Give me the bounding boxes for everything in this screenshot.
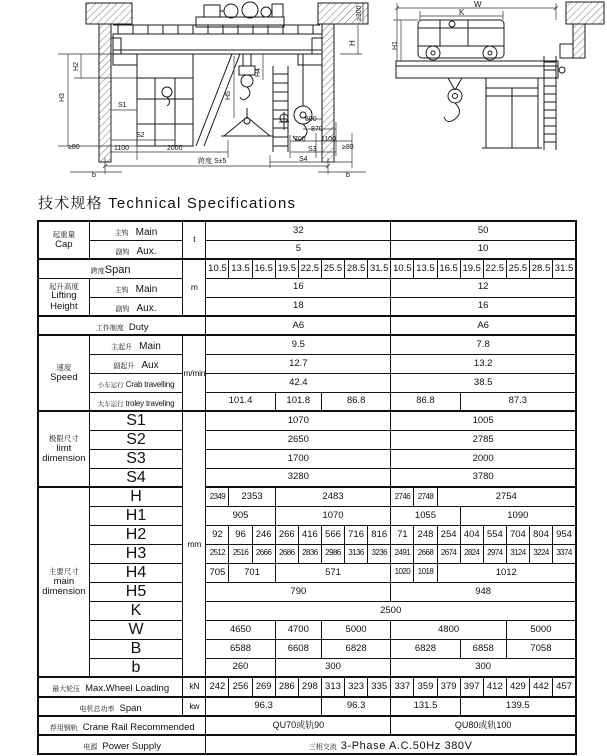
dimension-label: S4 [299,156,308,163]
spec-value-cell: 704 [506,525,529,544]
spec-value-cell: 16.5 [252,259,275,278]
spec-label-cell: m/min [183,335,206,411]
spec-label-cell: B [89,639,182,658]
spec-row-20 [38,582,576,601]
spec-label-cell: 最大轮压 Max.Wheel Loading [38,677,183,696]
spec-value-cell: 25.5 [506,259,529,278]
spec-value-cell: 248 [414,525,437,544]
dimension-label: ≥80 [68,144,80,151]
spec-label-cell: S4 [89,468,182,487]
dimension-label: S3 [308,146,317,153]
spec-value-cell: 816 [368,525,391,544]
spec-value-cell: A6 [206,316,391,335]
spec-label-cell: K [89,601,182,620]
spec-value-cell: 2650 [206,430,391,449]
spec-label-cell: S2 [89,430,182,449]
spec-value-cell: 1700 [206,449,391,468]
spec-value-cell: 16 [206,278,391,297]
spec-label-cell: 电源 Power Supply [38,735,206,754]
spec-value-cell: 2674 [437,544,460,563]
spec-value-cell: 300 [391,658,576,677]
dimension-label: ≥300 [356,5,363,21]
spec-label-cell: kw [183,697,206,716]
dimension-label: 1100 [114,145,130,152]
spec-value-cell: 1090 [460,506,576,525]
main-hook [239,54,255,100]
spec-value-cell: 2785 [391,430,576,449]
spec-row-26 [38,697,576,716]
dimension-label: S2 [136,132,145,139]
spec-value-cell: 4700 [275,620,321,639]
spec-value-cell: 2668 [414,544,437,563]
spec-label-cell: 速度 Speed [38,335,89,411]
spec-value-cell: 2000 [391,449,576,468]
spec-value-cell: 96.3 [321,697,390,716]
spec-value-cell: 101.8 [275,392,321,411]
spec-value-cell: 139.5 [460,697,576,716]
spec-value-cell: 50 [391,221,576,240]
spec-value-cell: 92 [206,525,229,544]
spec-value-cell: 571 [275,563,391,582]
spec-value-cell: 1005 [391,411,576,430]
spec-value-cell: 286 [275,677,298,696]
spec-value-cell: 2986 [321,544,344,563]
spec-label-cell: H2 [89,525,182,544]
spec-value-cell: 716 [345,525,368,544]
spec-row-11 [38,411,576,430]
spec-value-cell: 457 [553,677,576,696]
spec-label-cell: 跨度Span [38,259,183,278]
spec-value-cell: 2836 [298,544,321,563]
spec-row-16 [38,506,576,525]
spec-label-cell: H [89,487,182,506]
spec-label-cell: 极限尺寸 limt dimension [38,411,89,487]
page-title: 技术规格 Technical Specifications [38,195,297,212]
spec-value-cell: 86.8 [321,392,390,411]
spec-value-cell: 300 [275,658,391,677]
spec-value-cell: 5000 [506,620,576,639]
spec-value-cell: 323 [345,677,368,696]
spec-row-9 [38,373,576,392]
dimension-label: H [348,40,357,46]
spec-value-cell: 9.5 [206,335,391,354]
spec-value-cell: 3280 [206,468,391,487]
spec-label-cell: 三相交流 3-Phase A.C.50Hz 380V [206,735,576,754]
spec-value-cell: 4650 [206,620,275,639]
spec-row-2 [38,240,576,259]
ladder-side [544,56,556,150]
spec-label-cell: 大车运行 troley traveling [89,392,182,411]
spec-label-cell: 小车运行 Crab travelling [89,373,182,392]
spec-value-cell: 246 [252,525,275,544]
spec-value-cell: A6 [391,316,576,335]
technical-drawing [0,0,607,192]
spec-value-cell: 87.3 [460,392,576,411]
spec-label-cell: mm [183,411,206,677]
spec-value-cell: 32 [206,221,391,240]
spec-value-cell: 1070 [206,411,391,430]
spec-row-24 [38,658,576,677]
spec-row-12 [38,430,576,449]
spec-value-cell: 266 [275,525,298,544]
spec-value-cell: 7.8 [391,335,576,354]
spec-value-cell: 2686 [275,544,298,563]
spec-value-cell: 298 [298,677,321,696]
spec-label-cell: 副钩 Aux. [89,297,182,316]
spec-row-8 [38,354,576,373]
spec-value-cell: 337 [391,677,414,696]
spec-value-cell: 71 [391,525,414,544]
dimension-label: 跨度 S±5 [198,158,227,165]
spec-label-cell: 起升高度 Lifting Height [38,278,89,316]
spec-row-27 [38,716,576,735]
spec-value-cell: 705 [206,563,229,582]
dimension-label: H3 [59,93,66,102]
spec-value-cell: 13.5 [414,259,437,278]
spec-value-cell: 6828 [321,639,390,658]
spec-value-cell: 131.5 [391,697,460,716]
spec-value-cell: 25.5 [321,259,344,278]
dimension-label: H5 [225,91,232,100]
spec-value-cell: 269 [252,677,275,696]
spec-value-cell: 16 [391,297,576,316]
spec-value-cell: 3780 [391,468,576,487]
spec-value-cell: 412 [483,677,506,696]
spec-value-cell: 19.5 [460,259,483,278]
spec-value-cell: 260 [206,658,275,677]
spec-value-cell: 948 [391,582,576,601]
spec-value-cell: 7058 [506,639,576,658]
spec-value-cell: 566 [321,525,344,544]
spec-value-cell: 96.3 [206,697,322,716]
spec-value-cell: 905 [206,506,275,525]
spec-value-cell: 38.5 [391,373,576,392]
spec-value-cell: 2754 [437,487,576,506]
spec-value-cell: 379 [437,677,460,696]
spec-label-cell: 副起升 Aux [89,354,182,373]
hook-side [444,78,462,122]
spec-row-14 [38,468,576,487]
spec-row-6 [38,316,576,335]
spec-label-cell: 副钩 Aux. [89,240,182,259]
spec-label-cell: 起重量 Cap [38,221,89,259]
spec-value-cell: 2512 [206,544,229,563]
trolley-front [196,2,284,27]
spec-value-cell: 31.5 [368,259,391,278]
spec-value-cell: 4800 [391,620,507,639]
spec-row-23 [38,639,576,658]
spec-value-cell: 1055 [391,506,460,525]
spec-value-cell: 12.7 [206,354,391,373]
dimension-label: H2 [73,62,80,71]
spec-value-cell: 256 [229,677,252,696]
dimension-label: 600 [305,116,317,123]
spec-row-17 [38,525,576,544]
spec-label-cell: S3 [89,449,182,468]
spec-row-4 [38,278,576,297]
spec-label-cell: H4 [89,563,182,582]
trolley-side [418,20,504,60]
lifting-beam [221,108,289,136]
spec-value-cell: 2349 [206,487,229,506]
spec-value-cell: 13.2 [391,354,576,373]
spec-value-cell: 701 [229,563,275,582]
spec-row-25 [38,677,576,696]
dimension-label: 700 [294,136,306,143]
spec-value-cell: 28.5 [345,259,368,278]
spec-value-cell: 101.4 [206,392,275,411]
spec-value-cell: 6828 [391,639,460,658]
dimension-label: 870 [311,126,323,133]
spec-row-5 [38,297,576,316]
spec-value-cell: 3374 [553,544,576,563]
dimension-label: H1 [392,41,399,50]
spec-value-cell: 12 [391,278,576,297]
spec-value-cell: 554 [483,525,506,544]
spec-row-18 [38,544,576,563]
spec-label-cell: QU80或轨100 [391,716,576,735]
spec-value-cell: 335 [368,677,391,696]
spec-value-cell: 6588 [206,639,275,658]
spec-value-cell: 429 [506,677,529,696]
spec-label-cell: 电机总功率 Span [38,697,183,716]
spec-value-cell: 3224 [529,544,552,563]
dimension-label: W [474,0,482,9]
spec-value-cell: 22.5 [483,259,506,278]
dimension-label: ≥80 [342,144,354,151]
spec-label-cell: 工作制度 Duty [38,316,206,335]
spec-value-cell: 442 [529,677,552,696]
spec-label-cell: H1 [89,506,182,525]
ladder-front [273,66,288,152]
spec-value-cell: 1012 [437,563,576,582]
spec-value-cell: 13.5 [229,259,252,278]
spec-value-cell: 1020 [391,563,414,582]
spec-value-cell: 86.8 [391,392,460,411]
spec-value-cell: 1070 [275,506,391,525]
spec-value-cell: 96 [229,525,252,544]
spec-value-cell: 2824 [460,544,483,563]
spec-value-cell: 2500 [206,601,576,620]
dimension-label: b [92,172,96,179]
spec-label-cell: H3 [89,544,182,563]
spec-value-cell: 18 [206,297,391,316]
spec-value-cell: 3136 [345,544,368,563]
spec-label-cell: 主起升 Main [89,335,182,354]
spec-value-cell: 1018 [414,563,437,582]
dimension-label: 2000 [167,145,183,152]
spec-label-cell: H5 [89,582,182,601]
spec-label-cell: t [183,221,206,259]
spec-value-cell: 416 [298,525,321,544]
spec-value-cell: 2746 [391,487,414,506]
spec-value-cell: 3124 [506,544,529,563]
spec-value-cell: 2516 [229,544,252,563]
spec-value-cell: 5000 [321,620,390,639]
spec-value-cell: 254 [437,525,460,544]
cab-side [482,78,542,148]
spec-row-10 [38,392,576,411]
spec-value-cell: 2483 [275,487,391,506]
dimension-label: b [346,172,350,179]
spec-value-cell: 5 [206,240,391,259]
spec-value-cell: 790 [206,582,391,601]
spec-value-cell: 3236 [368,544,391,563]
spec-table [37,220,577,755]
spec-row-3 [38,259,576,278]
spec-value-cell: 6858 [460,639,506,658]
spec-value-cell: 359 [414,677,437,696]
spec-row-28 [38,735,576,754]
spec-row-13 [38,449,576,468]
spec-value-cell: 404 [460,525,483,544]
spec-value-cell: 397 [460,677,483,696]
spec-row-1 [38,221,576,240]
spec-row-19 [38,563,576,582]
spec-label-cell: 主钩 Main [89,221,182,240]
spec-label-cell: QU70或轨90 [206,716,391,735]
spec-value-cell: 42.4 [206,373,391,392]
spec-value-cell: 10 [391,240,576,259]
dimension-label: H4 [255,68,262,77]
spec-value-cell: 28.5 [529,259,552,278]
spec-value-cell: 10.5 [391,259,414,278]
dimension-label: 1100 [321,136,337,143]
spec-row-15 [38,487,576,506]
spec-value-cell: 6608 [275,639,321,658]
spec-value-cell: 2353 [229,487,275,506]
aux-hook [293,54,312,140]
spec-label-cell: b [89,658,182,677]
spec-label-cell: S1 [89,411,182,430]
spec-value-cell: 16.5 [437,259,460,278]
crane-side-view [396,2,604,150]
spec-label-cell: 主钩 Main [89,278,182,297]
spec-value-cell: 242 [206,677,229,696]
spec-value-cell: 10.5 [206,259,229,278]
spec-label-cell: m [183,259,206,316]
spec-row-7 [38,335,576,354]
spec-label-cell: kN [183,677,206,696]
spec-label-cell: W [89,620,182,639]
spec-row-22 [38,620,576,639]
spec-table-body [38,221,576,754]
spec-value-cell: 2748 [414,487,437,506]
spec-label-cell: 荐用钢轨 Crane Rail Recommended [38,716,206,735]
spec-value-cell: 2491 [391,544,414,563]
spec-value-cell: 2974 [483,544,506,563]
spec-value-cell: 2666 [252,544,275,563]
spec-label-cell: 主要尺寸 main dimension [38,487,89,677]
dimension-label: K [459,8,465,17]
spec-value-cell: 31.5 [553,259,576,278]
spec-value-cell: 22.5 [298,259,321,278]
dimension-label: S1 [118,102,127,109]
spec-value-cell: 804 [529,525,552,544]
spec-row-21 [38,601,576,620]
spec-value-cell: 19.5 [275,259,298,278]
spec-value-cell: 954 [553,525,576,544]
spec-value-cell: 313 [321,677,344,696]
